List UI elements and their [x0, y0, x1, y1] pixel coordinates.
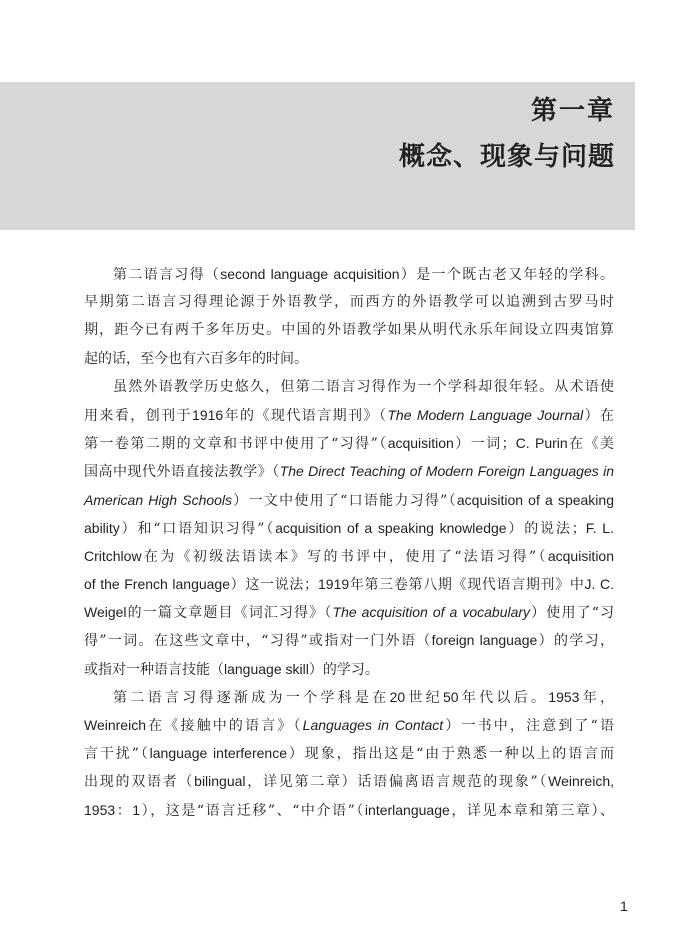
- text-run: 的一篇文章题目《词汇习得》（: [126, 605, 333, 622]
- text-run: ，详见本章和第三章）、: [449, 802, 615, 819]
- text-run: ）这一说法；: [230, 577, 319, 594]
- text-line: [84, 598, 614, 626]
- text-run: The acquisition of a vocabulary: [332, 604, 531, 621]
- text-run: interlanguage: [364, 801, 450, 818]
- text-line: [84, 683, 614, 711]
- text-line: [84, 542, 614, 570]
- text-run: 国高中现代外语直接法教学》（: [84, 464, 280, 481]
- text-run: second language acquisition: [220, 266, 400, 282]
- text-run: ability: [84, 519, 120, 536]
- text-run: 在《接触中的语言》（: [146, 718, 303, 734]
- text-run: ）在: [583, 407, 615, 424]
- text-run: 或指对一种语言技能（: [84, 661, 224, 678]
- text-run: ：: [115, 802, 133, 819]
- text-run: Weigel: [84, 604, 127, 621]
- text-run: Critchlow: [84, 547, 142, 564]
- text-line: [84, 260, 614, 288]
- text-line: [84, 626, 614, 654]
- text-line: [84, 345, 614, 373]
- text-line: [84, 429, 614, 457]
- text-run: of the French language: [84, 576, 230, 593]
- text-line: [84, 767, 614, 795]
- page-number: 1: [620, 898, 628, 914]
- text-run: foreign language: [431, 632, 538, 649]
- chapter-number: 第一章: [530, 96, 615, 126]
- text-run: American High Schools: [84, 491, 233, 508]
- text-line: [84, 570, 614, 598]
- text-run: Weinreich: [84, 717, 146, 733]
- text-line: [84, 486, 614, 514]
- text-line: [84, 401, 614, 429]
- text-run: acquisition: [387, 435, 454, 452]
- text-run: 1953: [548, 688, 580, 705]
- text-run: 1919: [318, 576, 350, 593]
- text-run: 起的话，至今也有六百多年的时间。: [84, 350, 308, 367]
- text-run: acquisition of a speaking: [456, 491, 614, 508]
- text-run: ）现象，指出这是“由于熟悉一种以上的语言而: [287, 746, 615, 763]
- text-run: 第一卷第二期的文章和书评中使用了“习得”（: [84, 436, 388, 453]
- text-run: bilingual: [194, 773, 246, 790]
- text-run: 第二语言习得逐渐成为一个学科是在: [113, 689, 390, 706]
- text-line: [84, 711, 614, 739]
- text-run: 期，距今已有两千多年历史。中国的外语教学如果从明代永乐年间设立四夷馆算: [84, 322, 614, 339]
- text-run: 早期第二语言习得理论源于外语教学，而西方的外语教学可以追溯到古罗马时: [84, 294, 614, 311]
- text-run: 出现的双语者（: [84, 774, 195, 791]
- text-run: F. L.: [585, 519, 614, 536]
- text-run: The Direct Teaching of Modern Foreign Languages in: [279, 463, 614, 480]
- text-run: ）一书中，注意到了“语: [443, 718, 614, 734]
- text-run: ）一词；: [453, 436, 516, 453]
- text-run: 言干扰”（: [84, 746, 150, 763]
- text-line: [84, 457, 614, 485]
- chapter-title: 概念、现象与问题: [398, 142, 615, 172]
- text-line: [84, 739, 614, 767]
- text-run: 第二语言习得（: [113, 267, 221, 283]
- text-line: [84, 796, 614, 824]
- paragraph-3: [84, 683, 614, 824]
- text-run: 1953: [84, 801, 116, 818]
- text-run: 在为《初级法语读本》写的书评中，使用了“法语习得”（: [141, 548, 548, 565]
- text-run: ）一文中使用了“口语能力习得”（: [232, 492, 457, 509]
- text-run: Languages in Contact: [302, 717, 444, 733]
- paragraph-2: [84, 373, 614, 683]
- text-run: ），这是“语言迁移”、“中介语”（: [140, 802, 365, 819]
- text-run: 1916: [192, 406, 224, 423]
- text-run: ）的学习，: [537, 633, 614, 650]
- text-run: 年的《现代语言期刊》（: [223, 407, 388, 424]
- text-run: ）和“口语知识习得”（: [119, 520, 276, 537]
- text-run: Weinreich,: [548, 773, 615, 790]
- text-run: ）使用了“习: [530, 605, 614, 622]
- text-run: C. Purin: [515, 435, 568, 452]
- paragraph-1: [84, 260, 614, 373]
- text-run: acquisition: [547, 547, 614, 564]
- text-run: 20: [389, 688, 406, 705]
- text-run: 得”一词。在这些文章中，“习得”或指对一门外语（: [84, 633, 432, 650]
- text-run: 世纪: [405, 689, 443, 706]
- text-run: 年代以后。: [458, 689, 549, 706]
- text-line: [84, 288, 614, 316]
- text-run: 在《美: [567, 436, 615, 453]
- text-run: 虽然外语教学历史悠久，但第二语言习得作为一个学科却很年轻。从术语使: [113, 378, 614, 395]
- body-text: [84, 260, 614, 824]
- text-line: [84, 373, 614, 401]
- text-run: ）是一个既古老又年轻的学科。: [399, 267, 615, 283]
- text-run: 1: [132, 801, 141, 818]
- text-run: 50: [443, 688, 459, 705]
- text-run: The Modern Language Journal: [387, 406, 584, 423]
- text-run: language skill: [224, 660, 309, 677]
- text-line: [84, 655, 614, 683]
- text-run: J. C.: [584, 576, 614, 593]
- text-run: acquisition of a speaking knowledge: [275, 519, 507, 536]
- text-run: 年，: [579, 689, 615, 706]
- text-run: ）的学习。: [308, 661, 379, 678]
- chapter-banner: [0, 82, 635, 230]
- text-line: [84, 316, 614, 344]
- text-run: 用来看，创刊于: [84, 407, 193, 424]
- text-run: ，详见第二章）话语偏离语言规范的现象”（: [245, 774, 549, 791]
- text-run: ）的说法；: [506, 520, 586, 537]
- text-run: language interference: [149, 745, 287, 762]
- text-line: [84, 514, 614, 542]
- text-run: 年第三卷第八期《现代语言期刊》中: [349, 577, 585, 594]
